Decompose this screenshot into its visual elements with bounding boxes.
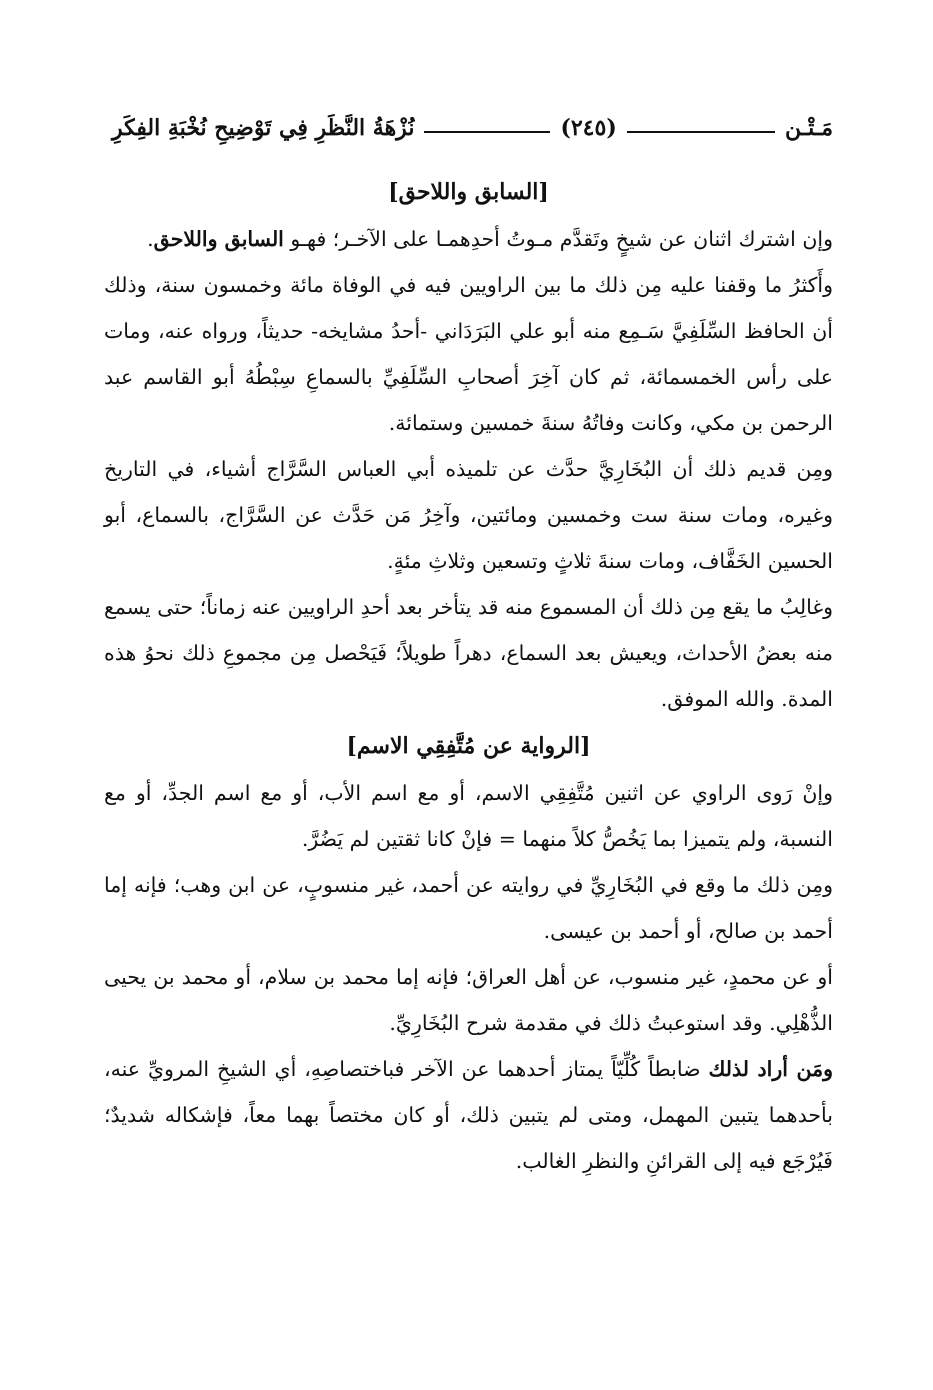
paragraph (104, 862, 833, 954)
header-rule-left (627, 131, 775, 133)
paragraph-bold-term: ومَن أراد لذلك (708, 1057, 833, 1081)
paragraph-text: ومِن ذلك ما وقع في البُخَارِيِّ في روايته عن أحمد، غير منسوبٍ، عن ابن وهب؛ فإنه إما أحمد بن صالح، أو أحمد بن عيسى. (104, 873, 833, 943)
paragraph-text-tail: ضابطاً كُلِّيّاً يمتاز أحدهما عن الآخر فباختصاصِهِ، أي الشيخِ المرويِّ عنه، بأحدهما يتبين المهمل، ومتى لم يتبين ذلك، أو كان مختصاً بهما معاً، فإشكاله شديدٌ؛ فَيُرْجَع فيه إلى القرائنِ والنظرِ الغالب. (104, 1057, 833, 1173)
header-rule-right (424, 131, 550, 133)
paragraph-text: أو عن محمدٍ، غير منسوب، عن أهل العراق؛ فإنه إما محمد بن سلام، أو محمد بن يحيى الذُّهْلِي. وقد استوعبتُ ذلك في مقدمة شرح البُخَارِيِّ. (104, 965, 833, 1035)
paragraph (104, 216, 833, 262)
paragraph-text: وإن اشترك اثنان عن شيخٍ وتَقدَّم مـوتُ أحدِهمـا على الآخـر؛ فهـو (283, 227, 833, 251)
section-title: [الرواية عن مُتَّفِقِي الاسم] (346, 733, 591, 759)
header-left-label: مَـتْـن (784, 115, 833, 141)
running-header (112, 106, 833, 150)
paragraph-text: ومِن قديم ذلك أن البُخَارِيَّ حدَّث عن تلميذه أبي العباس السَّرَّاج أشياء، في التاريخ وغيره، ومات سنة ست وخمسين ومائتين، وآخِرُ مَن حَدَّث عن السَّرَّاج، بالسماع، أبو الحسين الخَفَّاف، ومات سنةَ ثلاثٍ وتسعين وثلاثِ مئةٍ. (104, 457, 833, 573)
paragraph (104, 770, 833, 862)
paragraph-text: وإنْ رَوى الراوي عن اثنين مُتَّفِقِي الاسم، أو مع اسم الأب، أو مع اسم الجدِّ، أو مع النسبة، ولم يتميزا بما يَخُصُّ كلاً منهما = فإنْ كانا ثقتين لم يَضُرَّ. (104, 781, 833, 851)
paragraph (104, 584, 833, 722)
paragraph-text: وغالِبُ ما يقع مِن ذلك أن المسموع منه قد يتأخر بعد أحدِ الراويين عنه زماناً؛ حتى يسمع منه بعضُ الأحداث، ويعيش بعد السماع، دهراً طويلاً؛ فَيَحْصل مِن مجموعِ ذلك نحوُ هذه المدة. والله الموفق. (104, 595, 833, 711)
paragraph-text: وأَكثرُ ما وقفنا عليه مِن ذلك ما بين الراويين فيه في الوفاة مائة وخمسون سنة، وذلك أن الحافظ السِّلَفِيَّ سَـمِع منه أبو علي البَرَدَاني -أحدُ مشايخه- حديثاً، ورواه عنه، ومات على رأس الخمسمائة، ثم كان آخِرَ أصحابِ السِّلَفِيِّ بالسماعِ سِبْطُهُ أبو القاسم عبد الرحمن بن مكي، وكانت وفاتُهُ سنةَ خمسين وستمائة. (104, 273, 833, 435)
paragraph (104, 446, 833, 584)
paragraph (104, 262, 833, 446)
paragraph (104, 1046, 833, 1184)
paragraph (104, 954, 833, 1046)
page-body (104, 168, 833, 1184)
page-number: (٢٤٥) (560, 115, 617, 141)
section-title: [السابق واللاحق] (388, 179, 549, 205)
book-title: نُزْهَةُ النَّظَرِ فِي تَوْضِيحِ نُخْبَةِ الفِكَرِ (112, 115, 415, 141)
paragraph-bold-term: السابق واللاحق (153, 227, 284, 251)
paragraph-text-tail: . (147, 227, 154, 251)
